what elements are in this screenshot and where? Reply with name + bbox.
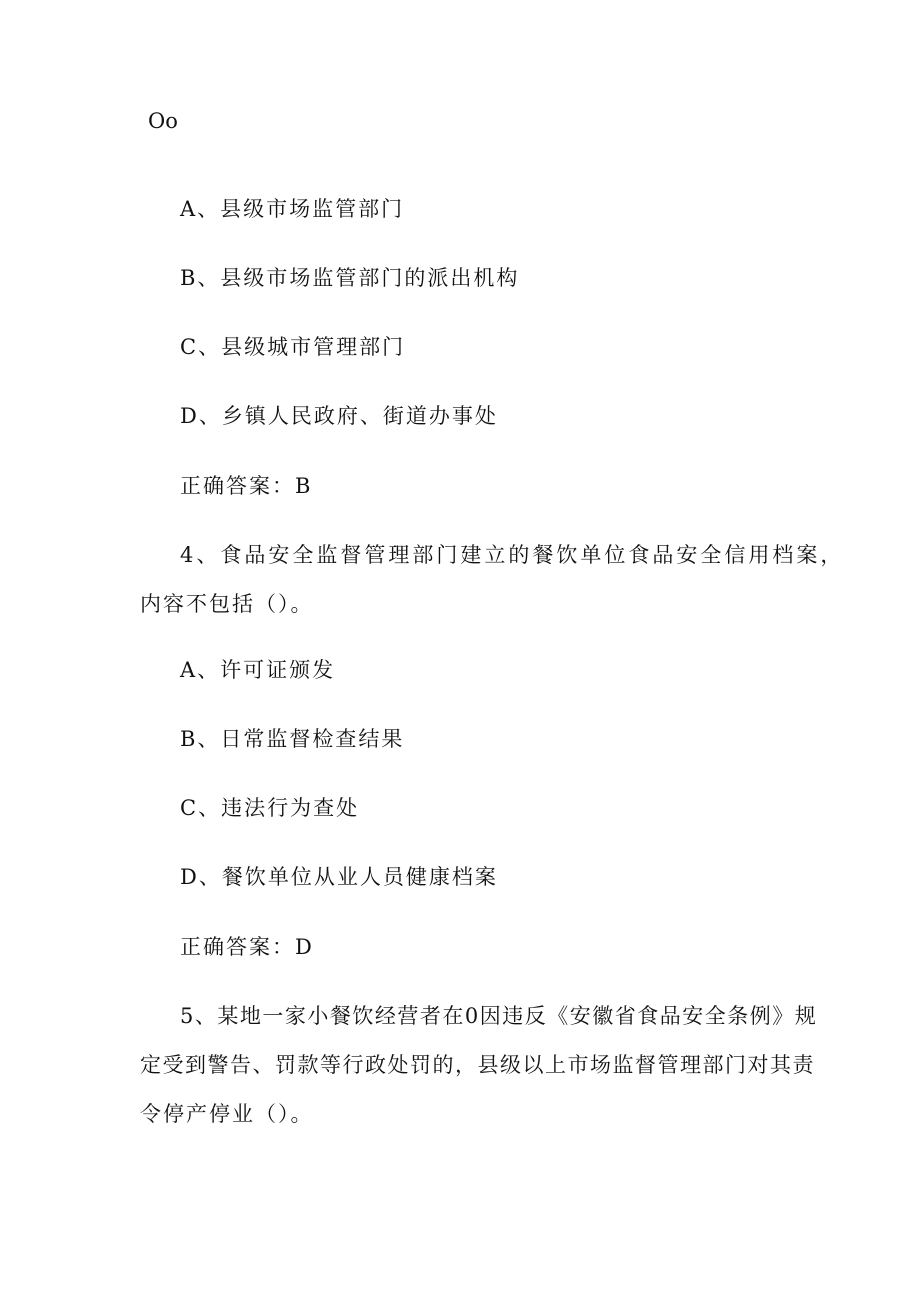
q4-stem-line2: 内容不包括（）。	[140, 592, 314, 616]
q4-answer: 正确答案：D	[180, 935, 314, 959]
q5-stem-line1: 5、某地一家小餐饮经营者在0因违反《安徽省食品安全条例》规	[180, 1004, 818, 1028]
q3-option-d: D、乡镇人民政府、街道办事处	[180, 404, 498, 428]
q3-option-b: B、县级市场监管部门的派出机构	[180, 266, 520, 290]
q4-option-d: D、餐饮单位从业人员健康档案	[180, 865, 498, 889]
question-fragment: Oo	[148, 109, 178, 133]
q3-option-a: A、县级市场监管部门	[180, 197, 405, 221]
q5-stem-line2: 定受到警告、罚款等行政处罚的，县级以上市场监督管理部门对其责	[140, 1053, 815, 1077]
q4-option-c: C、违法行为查处	[180, 796, 360, 820]
q5-stem-line3: 令停产停业（）。	[140, 1102, 314, 1126]
q3-answer: 正确答案：B	[180, 474, 313, 498]
q4-option-a: A、许可证颁发	[180, 658, 336, 682]
q4-option-b: B、日常监督检查结果	[180, 727, 405, 751]
q4-stem-line1: 4、食品安全监督管理部门建立的餐饮单位食品安全信用档案，	[180, 543, 845, 567]
q3-option-c: C、县级城市管理部门	[180, 335, 406, 359]
